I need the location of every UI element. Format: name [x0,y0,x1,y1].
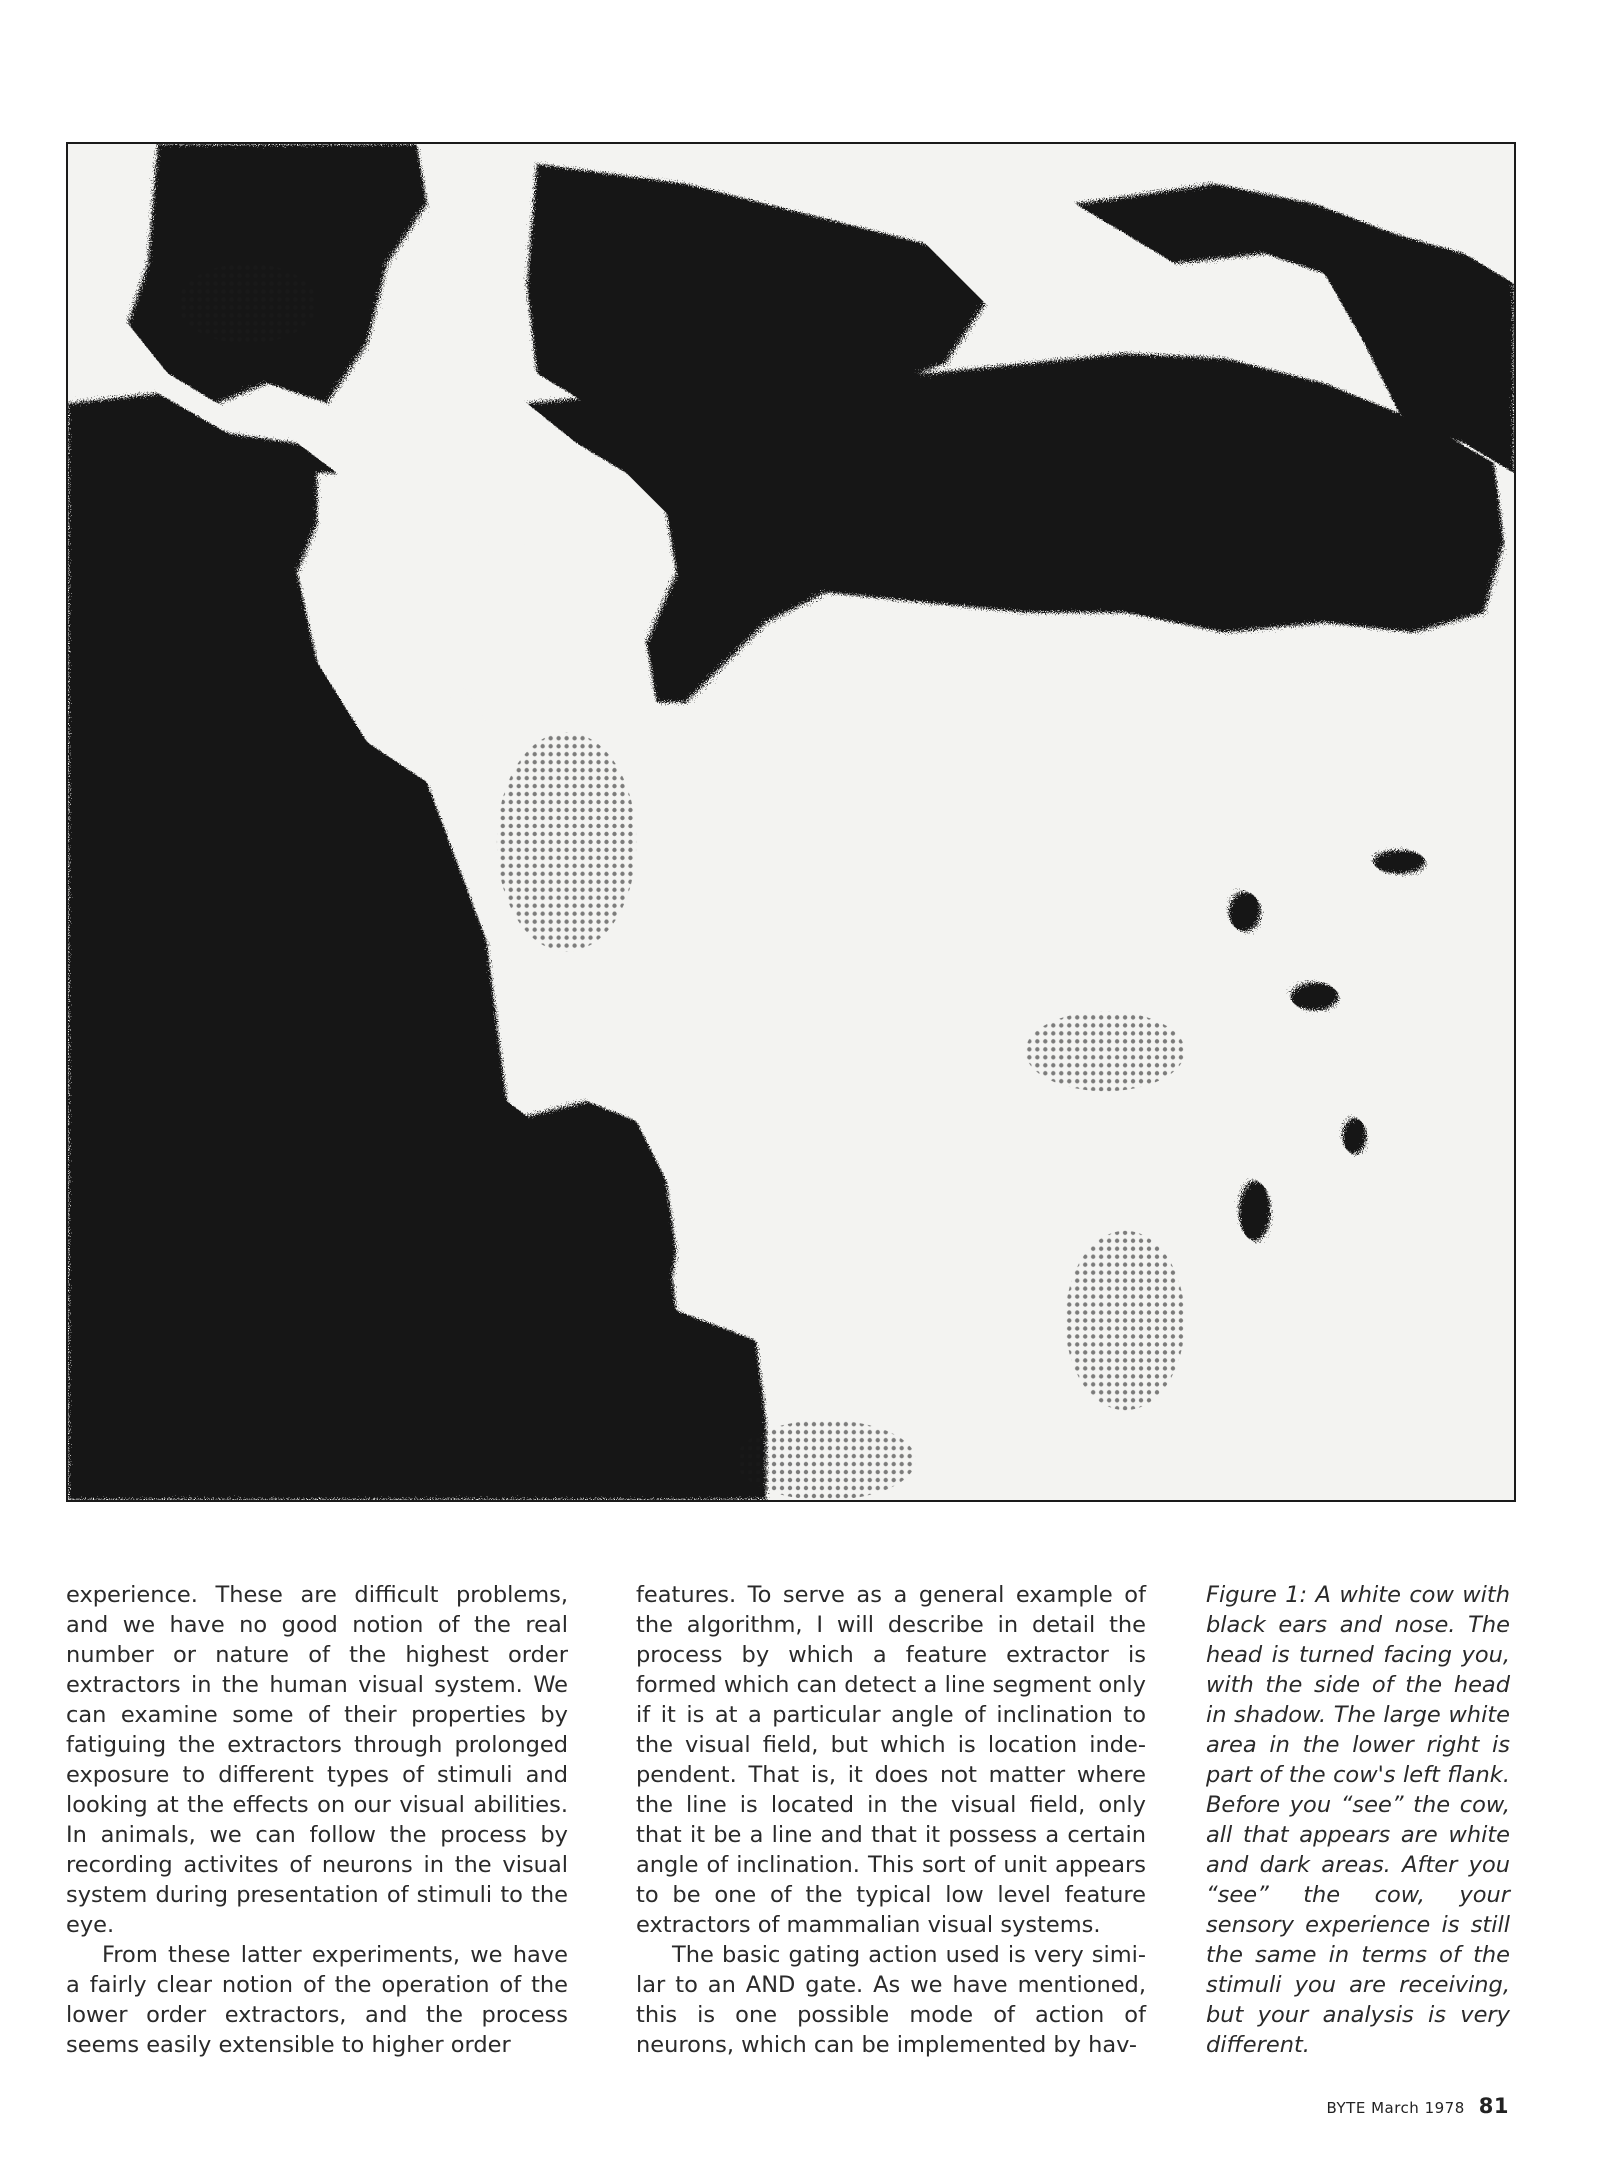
page-footer [1327,2094,1509,2118]
column2-paragraph-2: The basic gating action used is very similar to an AND gate. As we have mentioned, this is one possible mode of action of neurons, which can be implemented by hav- [636,1942,1146,2058]
column1-paragraph-2: From these latter experiments, we have a fairly clear notion of the operation of the lower order extractors, and the process seems easily extensible to higher order [66,1942,568,2058]
column2-paragraph-1: features. To serve as a general example of the algorithm, I will describe in detail the process by which a feature extractor is formed which can detect a line segment only if it is at a particular angle of inclination to the visual field, but which is location independent. That is, it does not matter where the line is located in the visual field, only that it be a line and that it possess a certain angle of inclination. This sort of unit appears to be one of the typical low level feature extractors of mammalian visual systems. [636,1582,1146,1938]
footer-publication: BYTE March 1978 [1326,2099,1465,2117]
figure-caption [1206,1580,1510,2060]
figure-caption-text: Figure 1: A white cow with black ears and nose. The head is turned facing you, with the side of the head in shadow. The large white area in the lower right is part of the cow's left flank. Before you “see” the cow, all that appears are white and dark areas. After you “see” the cow, your sensory experience is still the same in terms of the stimuli you are receiving, but your analysis is very different. [1206,1582,1510,2058]
column1-paragraph-1: experience. These are difficult problems, and we have no good notion of the real number or nature of the highest order extractors in the human visual system. We can examine some of their properties by fatiguing the extractors through prolonged exposure to different types of stimuli and looking at the effects on our visual abilities. In animals, we can follow the process by recording activites of neurons in the visual system during presentation of stimuli to the eye. [66,1582,568,1938]
article-column-1 [66,1580,568,2060]
article-column-2 [636,1580,1146,2060]
figure-1-cow-image [66,142,1516,1502]
cow-photo-image [68,144,1514,1500]
footer-page-number: 81 [1478,2094,1509,2118]
